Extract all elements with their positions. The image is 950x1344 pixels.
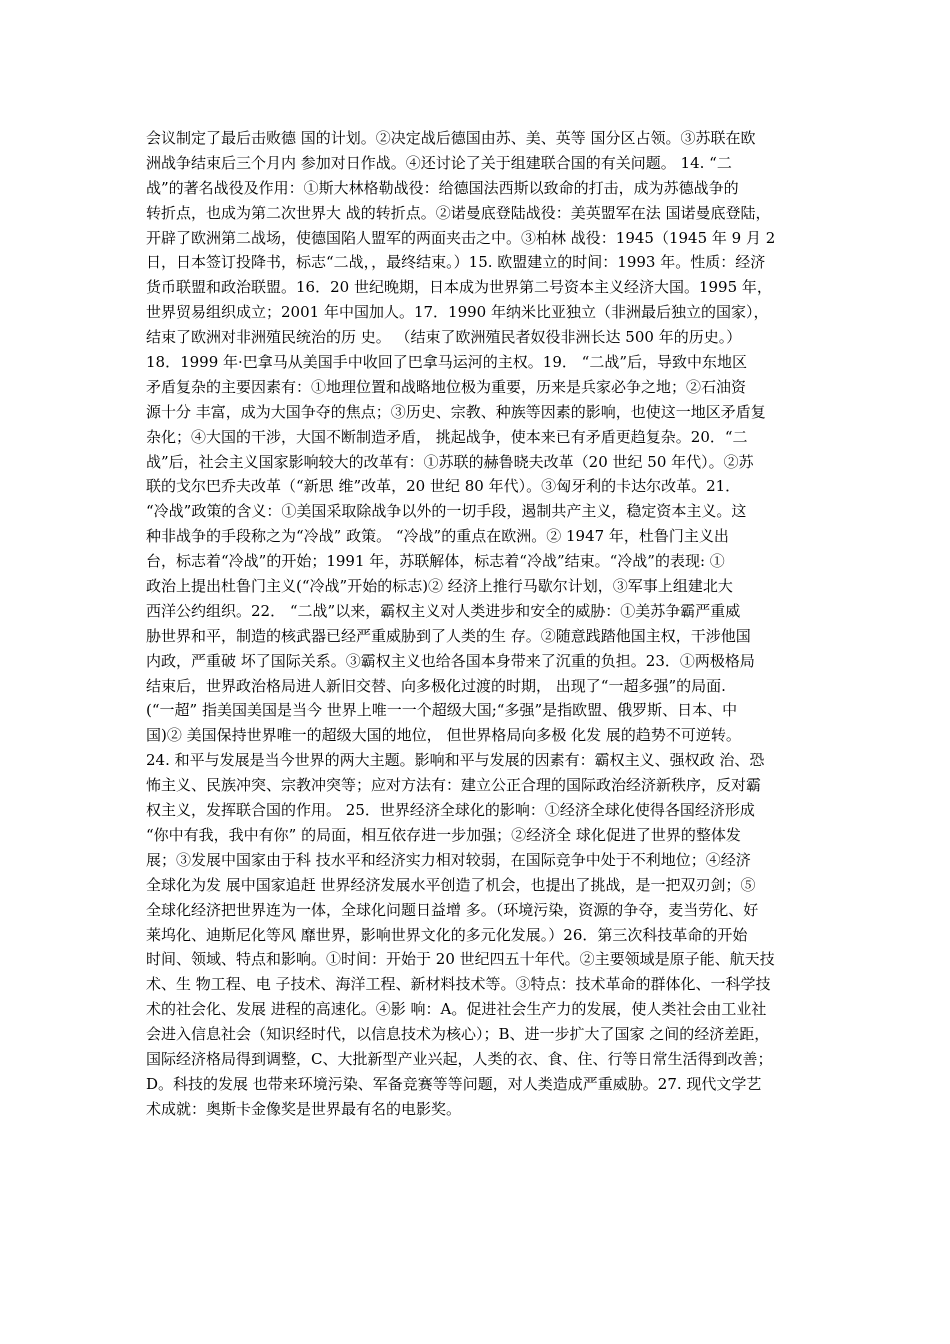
text-line: 矛盾复杂的主要因素有：①地理位置和战略地位极为重要，历来是兵家必争之地；②石油资 <box>146 377 747 396</box>
text-line: 战”后，社会主义国家影响较大的改革有：①苏联的赫鲁晓夫改革（20 世纪 50 年代）。②苏 <box>146 452 754 471</box>
text-line: “冷战”政策的含义：①美国采取除战争以外的一切手段，遏制共产主义，稳定资本主义。这 <box>146 502 747 521</box>
text-line: 转折点，也成为第二次世界大 战的转折点。②诺曼底登陆战役：美英盟军在法 国诺曼底登陆， <box>146 203 771 222</box>
text-line: 术成就：奥斯卡金像奖是世界最有名的电影奖。 <box>146 1099 462 1118</box>
body-text <box>146 126 808 1122</box>
text-line: 世界贸易组织成立；2001 年中国加人。17．1990 年纳米比亚独立（非洲最后独立的国家）， <box>146 303 769 322</box>
text-line: 莱坞化、迪斯尼化等风 靡世界，影响世界文化的多元化发展。）26．第三次科技革命的开始 <box>146 925 748 944</box>
text-line: 全球化为发 展中国家追赶 世界经济发展水平创造了机会，也提出了挑战，是一把双刃剑；⑤ <box>146 875 756 894</box>
text-line: 杂化；④大国的干涉，大国不断制造矛盾， 挑起战争，使本来已有矛盾更趋复杂。20．“二 <box>146 427 748 446</box>
text-line: 种非战争的手段称之为“冷战” 政策。 “冷战”的重点在欧洲。② 1947 年，杜鲁门主义出 <box>146 527 729 546</box>
text-line: 内政，严重破 坏了国际关系。③霸权主义也给各国本身带来了沉重的负担。23．①两极格局 <box>146 651 755 670</box>
text-line: 时间、领域、特点和影响。①时间：开始于 20 世纪四五十年代。②主要领域是原子能、航天技 <box>146 950 775 969</box>
text-line: 会议制定了最后击败德 国的计划。②决定战后德国由苏、美、英等 国分区占领。③苏联在欧 <box>146 129 756 147</box>
text-line: 术、生 物工程、电 子技术、海洋工程、新材料技术等。③特点：技术革命的群体化、一科学技 <box>146 975 771 994</box>
text-line: 会进入信息社会（知识经时代，以信息技术为核心）；B、进一步扩大了国家 之间的经济差距， <box>146 1025 770 1044</box>
text-line: 联的戈尔巴乔夫改革（“新思 维”改革，20 世纪 80 年代）。③匈牙利的卡达尔改革。21． <box>146 477 741 496</box>
text-line: 国际经济格局得到调整，C、大批新型产业兴起，人类的衣、食、住、行等日常生活得到改善； <box>146 1049 773 1068</box>
text-line: 政治上提出杜鲁门主义(“冷战”开始的标志)② 经济上推行马歇尔计划，③军事上组建北大 <box>146 577 733 596</box>
text-line: 胁世界和平，制造的核武器已经严重威胁到了人类的生 存。②随意践踏他国主权，干涉他国 <box>146 626 751 645</box>
text-line: 台，标志着“冷战”的开始；1991 年，苏联解体，标志着“冷战”结束。“冷战”的表现: ① <box>146 552 725 571</box>
text-line: 展；③发展中国家由于科 技水平和经济实力相对较弱，在国际竞争中处于不利地位；④经济 <box>146 850 751 869</box>
text-line: 国)② 美国保持世界唯一的超级大国的地位， 但世界格局向多极 化发 展的趋势不可逆转。 <box>146 726 741 745</box>
text-line: 术的社会化、发展 进程的高速化。④影 响：A。促进社会生产力的发展，使人类社会由工业社 <box>146 1000 767 1019</box>
text-line: 怖主义、民族冲突、宗教冲突等；应对方法有：建立公正合理的国际政治经济新秩序，反对霸 <box>146 776 762 795</box>
text-line: 结束了欧洲对非洲殖民统治的历 史。 （结束了欧洲殖民者奴役非洲长达 500 年的历史。） <box>146 328 742 347</box>
text-line: “你中有我，我中有你” 的局面，相互依存进一步加强；②经济全 球化促进了世界的整体发 <box>146 825 741 844</box>
text-line: 权主义，发挥联合国的作用。 25．世界经济全球化的影响：①经济全球化使得各国经济形成 <box>146 801 755 820</box>
text-line: 24. 和平与发展是当今世界的两大主题。影响和平与发展的因素有：霸权主义、强权政 治、恐 <box>146 751 765 770</box>
text-line: 结束后，世界政治格局进人新旧交替、向多极化过渡的时期， 出现了“一超多强”的局面. <box>146 676 726 695</box>
text-line: 源十分 丰富，成为大国争夺的焦点；③历史、宗教、种族等因素的影响，也使这一地区矛盾复 <box>146 402 766 421</box>
text-line: 货币联盟和政治联盟。16．20 世纪晚期，日本成为世界第二号资本主义经济大国。1995 年， <box>146 278 772 297</box>
text-line: 日，日本签订投降书，标志“二战，，最终结束。）15. 欧盟建立的时间：1993 年。性质：经济 <box>146 253 766 272</box>
text-line: D。科技的发展 也带来环境污染、军备竞赛等等问题，对人类造成严重威胁。27. 现代文学艺 <box>146 1074 762 1093</box>
text-line: 全球化经济把世界连为一体，全球化问题日益增 多。（环境污染，资源的争夺，麦当劳化、好 <box>146 900 759 919</box>
text-line: 18．1999 年·巴拿马从美国手中收回了巴拿马运河的主权。19． “二战”后，导致中东地区 <box>146 353 747 372</box>
text-line: (“一超” 指美国美国是当今 世界上唯一一个超级大国;“多强”是指欧盟、俄罗斯、日本、中 <box>146 701 738 720</box>
text-line: 洲战争结束后三个月内 参加对日作战。④还讨论了关于组建联合国的有关问题。 14. “二 <box>146 153 732 172</box>
text-line: 开辟了欧洲第二战场，使德国陷人盟军的两面夹击之中。③柏林 战役：1945（1945 年 9 月 2 <box>146 228 776 247</box>
text-line: 西洋公约组织。22． “二战”以来，霸权主义对人类进步和安全的威胁：①美苏争霸严重威 <box>146 601 741 620</box>
text-line: 战”的著名战役及作用：①斯大林格勒战役：给德国法西斯以致命的打击，成为苏德战争的 <box>146 178 739 197</box>
